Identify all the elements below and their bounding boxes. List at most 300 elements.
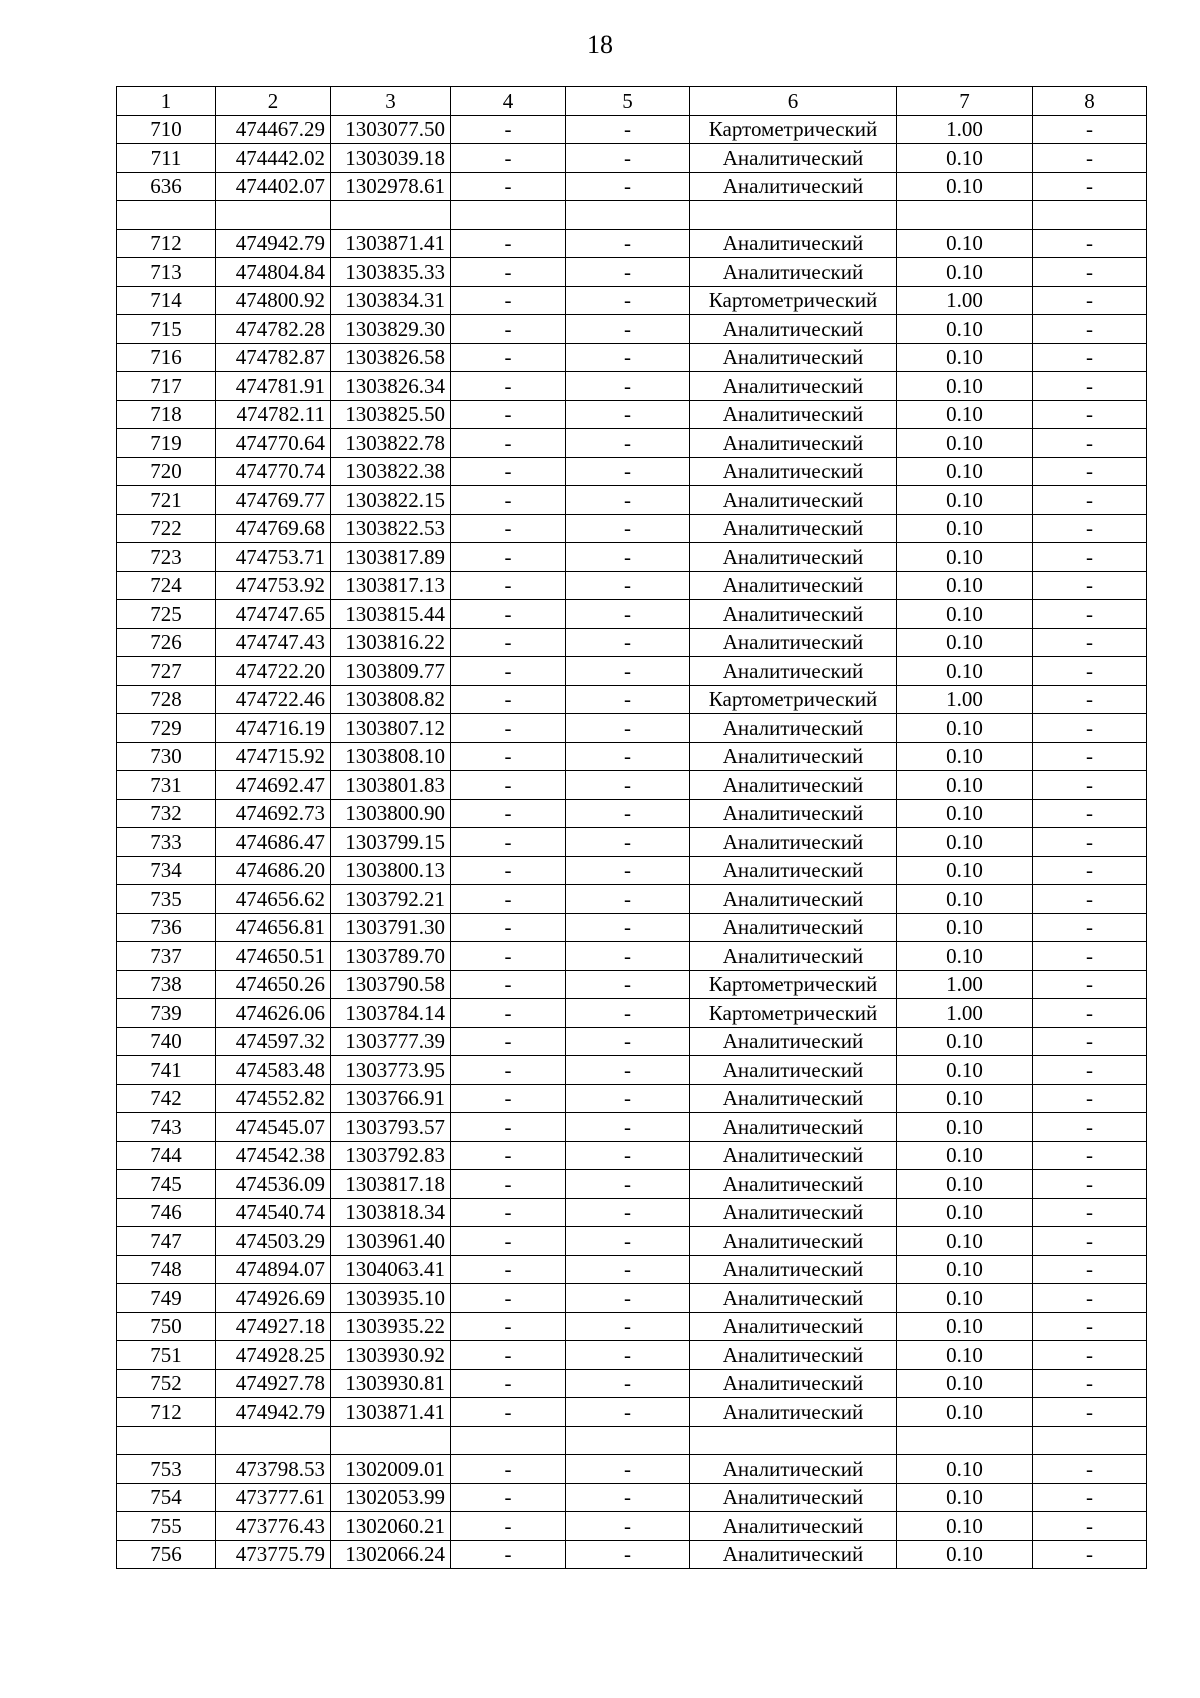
table-cell-col-3: 1303825.50 [331, 400, 451, 429]
table-cell-col-1: 745 [117, 1170, 216, 1199]
table-cell-col-6: Аналитический [690, 657, 897, 686]
table-cell-col-2: 474769.68 [216, 514, 331, 543]
table-cell-col-3: 1303808.10 [331, 742, 451, 771]
table-cell-col-4: - [451, 1455, 566, 1484]
table-cell-col-7: 0.10 [897, 343, 1033, 372]
table-cell-col-6: Картометрический [690, 999, 897, 1028]
table-cell-col-5: - [566, 172, 690, 201]
page-number: 18 [587, 30, 613, 59]
table-cell-col-6: Аналитический [690, 1483, 897, 1512]
table-cell-col-3: 1303807.12 [331, 714, 451, 743]
table-cell-col-3: 1303773.95 [331, 1056, 451, 1085]
table-cell-col-1: 711 [117, 144, 216, 173]
table-cell-col-3: 1303826.34 [331, 372, 451, 401]
table-row [117, 172, 1147, 201]
table-cell-col-3: 1303808.82 [331, 685, 451, 714]
table-cell-col-2: 474716.19 [216, 714, 331, 743]
table-row [117, 343, 1147, 372]
table-row [117, 1141, 1147, 1170]
table-cell-col-7: 0.10 [897, 856, 1033, 885]
table-cell-col-5: - [566, 1512, 690, 1541]
table-cell-col-3: 1303801.83 [331, 771, 451, 800]
table-cell-col-7: 0.10 [897, 571, 1033, 600]
table-cell-col-1: 636 [117, 172, 216, 201]
table-cell-col-6: Картометрический [690, 115, 897, 144]
table-cell-col-3: 1303777.39 [331, 1027, 451, 1056]
table-cell-col-5: - [566, 429, 690, 458]
table-cell-col-7: 1.00 [897, 286, 1033, 315]
table-cell-col-5: - [566, 1312, 690, 1341]
table-row [117, 1170, 1147, 1199]
table-cell-col-7: 0.10 [897, 1369, 1033, 1398]
table-row [117, 771, 1147, 800]
table-cell-col-8: - [1033, 286, 1147, 315]
table-cell-col-2: 474686.47 [216, 828, 331, 857]
table-cell-col-5: - [566, 856, 690, 885]
table-row [117, 1198, 1147, 1227]
table-cell-col-7: 0.10 [897, 1483, 1033, 1512]
table-cell-col-1: 754 [117, 1483, 216, 1512]
table-cell-col-7: 1.00 [897, 685, 1033, 714]
table-cell-col-8: - [1033, 144, 1147, 173]
table-cell-col-4: - [451, 685, 566, 714]
table-row [117, 1227, 1147, 1256]
table-cell-col-3: 1302060.21 [331, 1512, 451, 1541]
table-cell-col-6: Аналитический [690, 913, 897, 942]
table-cell-col-8: - [1033, 714, 1147, 743]
table-cell-col-7: 0.10 [897, 828, 1033, 857]
table-cell-col-2: 474467.29 [216, 115, 331, 144]
table-cell-col-5: - [566, 1084, 690, 1113]
table-cell-col-8: - [1033, 685, 1147, 714]
table-cell-col-8: - [1033, 1540, 1147, 1569]
table-cell-col-6: Аналитический [690, 457, 897, 486]
table-cell-col-8: - [1033, 571, 1147, 600]
table-cell-col-2: 474402.07 [216, 172, 331, 201]
table-cell-col-3: 1303817.89 [331, 543, 451, 572]
table-cell-col-2: 474650.51 [216, 942, 331, 971]
table-cell-col-3: 1302066.24 [331, 1540, 451, 1569]
table-cell-col-7: 0.10 [897, 799, 1033, 828]
table-cell-col-5: - [566, 942, 690, 971]
table-cell-col-8: - [1033, 514, 1147, 543]
table-cell-col-3: 1303800.90 [331, 799, 451, 828]
table-cell-col-2: 474650.26 [216, 970, 331, 999]
table-cell-col-5: - [566, 1398, 690, 1427]
table-cell-col-3: 1304063.41 [331, 1255, 451, 1284]
table-cell-col-8: - [1033, 457, 1147, 486]
table-cell-col-5: - [566, 913, 690, 942]
table-cell-col-1: 738 [117, 970, 216, 999]
table-cell-col-5: - [566, 514, 690, 543]
table-cell-col-2: 474626.06 [216, 999, 331, 1028]
table-cell-col-8: - [1033, 1483, 1147, 1512]
table-cell-col-2: 474928.25 [216, 1341, 331, 1370]
table-cell-col-7: 0.10 [897, 514, 1033, 543]
table-cell-col-4: - [451, 1284, 566, 1313]
column-header-4: 4 [451, 87, 566, 116]
table-cell-col-3: 1303817.13 [331, 571, 451, 600]
table-cell-col-1: 739 [117, 999, 216, 1028]
table-cell-col-5: - [566, 1141, 690, 1170]
table-cell-col-2: 474800.92 [216, 286, 331, 315]
table-cell-col-6 [690, 1426, 897, 1455]
table-cell-col-5: - [566, 1255, 690, 1284]
table-cell-col-5: - [566, 115, 690, 144]
table-cell-col-5: - [566, 771, 690, 800]
table-cell-col-8: - [1033, 1113, 1147, 1142]
table-cell-col-1: 712 [117, 1398, 216, 1427]
table-cell-col-1: 733 [117, 828, 216, 857]
table-cell-col-5: - [566, 657, 690, 686]
table-cell-col-4: - [451, 343, 566, 372]
table-cell-col-4: - [451, 799, 566, 828]
table-row [117, 742, 1147, 771]
table-cell-col-2: 474536.09 [216, 1170, 331, 1199]
table-cell-col-5: - [566, 1483, 690, 1512]
table-cell-col-4: - [451, 1027, 566, 1056]
table-cell-col-8: - [1033, 115, 1147, 144]
table-cell-col-5: - [566, 1540, 690, 1569]
table-cell-col-3: 1303784.14 [331, 999, 451, 1028]
table-cell-col-1: 728 [117, 685, 216, 714]
table-cell-col-4 [451, 201, 566, 230]
table-cell-col-4: - [451, 1198, 566, 1227]
table-cell-col-1: 742 [117, 1084, 216, 1113]
table-cell-col-2: 474656.81 [216, 913, 331, 942]
table-row [117, 1398, 1147, 1427]
table-cell-col-1: 713 [117, 258, 216, 287]
table-cell-col-4: - [451, 1312, 566, 1341]
table-cell-col-1 [117, 201, 216, 230]
table-cell-col-5: - [566, 258, 690, 287]
table-cell-col-1: 753 [117, 1455, 216, 1484]
table-cell-col-4: - [451, 172, 566, 201]
table-cell-col-8: - [1033, 1512, 1147, 1541]
table-cell-col-6: Аналитический [690, 628, 897, 657]
table-cell-col-1: 715 [117, 315, 216, 344]
table-cell-col-2: 474597.32 [216, 1027, 331, 1056]
table-cell-col-4: - [451, 1341, 566, 1370]
table-cell-col-6: Картометрический [690, 286, 897, 315]
table-cell-col-6: Аналитический [690, 1341, 897, 1370]
table-row [117, 1084, 1147, 1113]
table-cell-col-4: - [451, 372, 566, 401]
table-cell-col-8: - [1033, 885, 1147, 914]
table-cell-col-7: 0.10 [897, 1312, 1033, 1341]
table-cell-col-2: 474715.92 [216, 742, 331, 771]
table-cell-col-5: - [566, 571, 690, 600]
table-cell-col-6: Аналитический [690, 315, 897, 344]
table-cell-col-6: Аналитический [690, 1512, 897, 1541]
table-cell-col-4: - [451, 514, 566, 543]
table-cell-col-2: 474552.82 [216, 1084, 331, 1113]
table-cell-col-7: 1.00 [897, 970, 1033, 999]
table-cell-col-8: - [1033, 942, 1147, 971]
table-cell-col-4: - [451, 1227, 566, 1256]
table-cell-col-1: 716 [117, 343, 216, 372]
table-cell-col-7: 0.10 [897, 1512, 1033, 1541]
table-cell-col-6: Картометрический [690, 970, 897, 999]
table-row [117, 1369, 1147, 1398]
table-row [117, 685, 1147, 714]
table-cell-col-3: 1303871.41 [331, 1398, 451, 1427]
table-cell-col-4 [451, 1426, 566, 1455]
table-cell-col-8: - [1033, 1341, 1147, 1370]
table-cell-col-1: 737 [117, 942, 216, 971]
table-cell-col-1 [117, 1426, 216, 1455]
table-cell-col-7: 1.00 [897, 999, 1033, 1028]
table-cell-col-8: - [1033, 657, 1147, 686]
table-cell-col-7: 0.10 [897, 1170, 1033, 1199]
table-cell-col-5: - [566, 1113, 690, 1142]
table-row [117, 1056, 1147, 1085]
table-cell-col-2: 474770.74 [216, 457, 331, 486]
table-cell-col-7: 0.10 [897, 1056, 1033, 1085]
table-cell-col-1: 741 [117, 1056, 216, 1085]
table-cell-col-8: - [1033, 1255, 1147, 1284]
table-cell-col-4: - [451, 486, 566, 515]
table-cell-col-2: 474942.79 [216, 1398, 331, 1427]
table-cell-col-6: Аналитический [690, 1056, 897, 1085]
table-cell-col-4: - [451, 942, 566, 971]
table-cell-col-7 [897, 1426, 1033, 1455]
table-cell-col-2: 474540.74 [216, 1198, 331, 1227]
table-cell-col-8: - [1033, 1170, 1147, 1199]
table-row [117, 885, 1147, 914]
table-cell-col-1: 734 [117, 856, 216, 885]
table-cell-col-8: - [1033, 1198, 1147, 1227]
table-cell-col-1: 736 [117, 913, 216, 942]
table-cell-col-3: 1303793.57 [331, 1113, 451, 1142]
table-cell-col-1: 750 [117, 1312, 216, 1341]
table-cell-col-6: Аналитический [690, 1540, 897, 1569]
table-cell-col-8: - [1033, 799, 1147, 828]
table-cell-col-6: Аналитический [690, 1284, 897, 1313]
table-cell-col-8: - [1033, 970, 1147, 999]
table-cell-col-6: Аналитический [690, 771, 897, 800]
table-cell-col-7: 0.10 [897, 1455, 1033, 1484]
table-cell-col-5: - [566, 1455, 690, 1484]
table-row [117, 1312, 1147, 1341]
table-row [117, 514, 1147, 543]
table-cell-col-7: 0.10 [897, 1027, 1033, 1056]
table-cell-col-6: Аналитический [690, 799, 897, 828]
table-cell-col-5: - [566, 144, 690, 173]
table-row [117, 1027, 1147, 1056]
table-row [117, 913, 1147, 942]
table-cell-col-1: 756 [117, 1540, 216, 1569]
table-cell-col-4: - [451, 885, 566, 914]
table-cell-col-7 [897, 201, 1033, 230]
table-cell-col-1: 717 [117, 372, 216, 401]
table-cell-col-8: - [1033, 1312, 1147, 1341]
table-cell-col-6: Аналитический [690, 343, 897, 372]
table-row [117, 1255, 1147, 1284]
column-header-7: 7 [897, 87, 1033, 116]
table-cell-col-4: - [451, 714, 566, 743]
table-cell-col-4: - [451, 999, 566, 1028]
table-cell-col-6: Аналитический [690, 856, 897, 885]
table-cell-col-3: 1303809.77 [331, 657, 451, 686]
table-row [117, 457, 1147, 486]
table-cell-col-6: Аналитический [690, 514, 897, 543]
table-cell-col-3: 1303822.53 [331, 514, 451, 543]
table-cell-col-3: 1303792.21 [331, 885, 451, 914]
table-cell-col-4: - [451, 571, 566, 600]
table-cell-col-4: - [451, 657, 566, 686]
table-cell-col-6: Аналитический [690, 543, 897, 572]
table-cell-col-8: - [1033, 543, 1147, 572]
table-cell-col-8: - [1033, 1056, 1147, 1085]
table-cell-col-5: - [566, 799, 690, 828]
table-cell-col-5 [566, 1426, 690, 1455]
table-cell-col-1: 727 [117, 657, 216, 686]
table-cell-col-8: - [1033, 486, 1147, 515]
table-cell-col-8: - [1033, 229, 1147, 258]
table-cell-col-4: - [451, 828, 566, 857]
table-cell-col-6: Картометрический [690, 685, 897, 714]
table-cell-col-2: 473798.53 [216, 1455, 331, 1484]
table-cell-col-2: 474747.65 [216, 600, 331, 629]
table-cell-col-3: 1302053.99 [331, 1483, 451, 1512]
table-cell-col-2: 474747.43 [216, 628, 331, 657]
table-cell-col-8: - [1033, 315, 1147, 344]
table-cell-col-4: - [451, 429, 566, 458]
table-cell-col-7: 0.10 [897, 172, 1033, 201]
table-cell-col-8: - [1033, 372, 1147, 401]
table-cell-col-5: - [566, 828, 690, 857]
table-cell-col-8 [1033, 201, 1147, 230]
table-cell-col-5 [566, 201, 690, 230]
table-cell-col-2: 474926.69 [216, 1284, 331, 1313]
table-cell-col-7: 0.10 [897, 543, 1033, 572]
table-cell-col-7: 0.10 [897, 1540, 1033, 1569]
table-row [117, 1284, 1147, 1313]
table-cell-col-6: Аналитический [690, 1084, 897, 1113]
table-cell-col-3: 1303834.31 [331, 286, 451, 315]
table-cell-col-1: 731 [117, 771, 216, 800]
table-cell-col-8: - [1033, 913, 1147, 942]
table-cell-col-6: Аналитический [690, 1141, 897, 1170]
table-row [117, 372, 1147, 401]
table-cell-col-2: 474782.28 [216, 315, 331, 344]
table-row [117, 1113, 1147, 1142]
table-body [117, 115, 1147, 1569]
table-cell-col-5: - [566, 1198, 690, 1227]
table-cell-col-7: 0.10 [897, 1227, 1033, 1256]
table-cell-col-4: - [451, 856, 566, 885]
table-cell-col-4: - [451, 1170, 566, 1199]
table-cell-col-5: - [566, 999, 690, 1028]
table-cell-col-6: Аналитический [690, 1312, 897, 1341]
table-cell-col-4: - [451, 457, 566, 486]
table-cell-col-1: 725 [117, 600, 216, 629]
table-cell-col-5: - [566, 1341, 690, 1370]
table-cell-col-8: - [1033, 429, 1147, 458]
table-cell-col-2: 473775.79 [216, 1540, 331, 1569]
table-cell-col-5: - [566, 714, 690, 743]
table-cell-col-6: Аналитический [690, 400, 897, 429]
table-cell-col-1: 748 [117, 1255, 216, 1284]
table-cell-col-1: 719 [117, 429, 216, 458]
table-cell-col-1: 723 [117, 543, 216, 572]
table-cell-col-2: 474804.84 [216, 258, 331, 287]
table-cell-col-2: 474753.92 [216, 571, 331, 600]
table-cell-col-4: - [451, 1512, 566, 1541]
table-cell-col-8: - [1033, 258, 1147, 287]
table-cell-col-2: 474656.62 [216, 885, 331, 914]
table-cell-col-2 [216, 1426, 331, 1455]
table-cell-col-3: 1303930.81 [331, 1369, 451, 1398]
table-cell-col-1: 718 [117, 400, 216, 429]
separator-row [117, 201, 1147, 230]
table-cell-col-7: 0.10 [897, 657, 1033, 686]
table-cell-col-3: 1303766.91 [331, 1084, 451, 1113]
table-cell-col-3: 1303930.92 [331, 1341, 451, 1370]
table-cell-col-7: 0.10 [897, 942, 1033, 971]
table-cell-col-4: - [451, 970, 566, 999]
table-cell-col-7: 0.10 [897, 1398, 1033, 1427]
table-row [117, 1455, 1147, 1484]
table-cell-col-5: - [566, 229, 690, 258]
table-row [117, 714, 1147, 743]
table-cell-col-4: - [451, 742, 566, 771]
table-cell-col-8: - [1033, 628, 1147, 657]
table-cell-col-2: 474583.48 [216, 1056, 331, 1085]
table-cell-col-8: - [1033, 771, 1147, 800]
table-row [117, 1341, 1147, 1370]
table-cell-col-4: - [451, 771, 566, 800]
table-row [117, 115, 1147, 144]
table-cell-col-1: 726 [117, 628, 216, 657]
table-row [117, 286, 1147, 315]
table-cell-col-3: 1303799.15 [331, 828, 451, 857]
table-cell-col-6: Аналитический [690, 429, 897, 458]
table-cell-col-6: Аналитический [690, 144, 897, 173]
table-cell-col-8: - [1033, 343, 1147, 372]
table-cell-col-7: 0.10 [897, 1084, 1033, 1113]
table-cell-col-3: 1303815.44 [331, 600, 451, 629]
table-row [117, 400, 1147, 429]
table-cell-col-3: 1303822.78 [331, 429, 451, 458]
table-cell-col-1: 749 [117, 1284, 216, 1313]
table-cell-col-1: 743 [117, 1113, 216, 1142]
table-row [117, 628, 1147, 657]
table-cell-col-8: - [1033, 999, 1147, 1028]
table-cell-col-2: 474782.11 [216, 400, 331, 429]
table-cell-col-3: 1303935.10 [331, 1284, 451, 1313]
table-cell-col-7: 0.10 [897, 1284, 1033, 1313]
table-cell-col-5: - [566, 286, 690, 315]
table-cell-col-7: 0.10 [897, 1141, 1033, 1170]
table-row [117, 229, 1147, 258]
table-cell-col-7: 0.10 [897, 429, 1033, 458]
table-cell-col-6: Аналитический [690, 742, 897, 771]
table-cell-col-7: 0.10 [897, 1113, 1033, 1142]
table-cell-col-8: - [1033, 1455, 1147, 1484]
table-cell-col-2: 474442.02 [216, 144, 331, 173]
table-cell-col-6: Аналитический [690, 1227, 897, 1256]
table-cell-col-6: Аналитический [690, 229, 897, 258]
table-cell-col-6: Аналитический [690, 942, 897, 971]
table-cell-col-7: 0.10 [897, 258, 1033, 287]
table-cell-col-7: 0.10 [897, 400, 1033, 429]
table-cell-col-2: 474503.29 [216, 1227, 331, 1256]
table-cell-col-2: 474927.18 [216, 1312, 331, 1341]
table-row [117, 999, 1147, 1028]
table-cell-col-3: 1303789.70 [331, 942, 451, 971]
